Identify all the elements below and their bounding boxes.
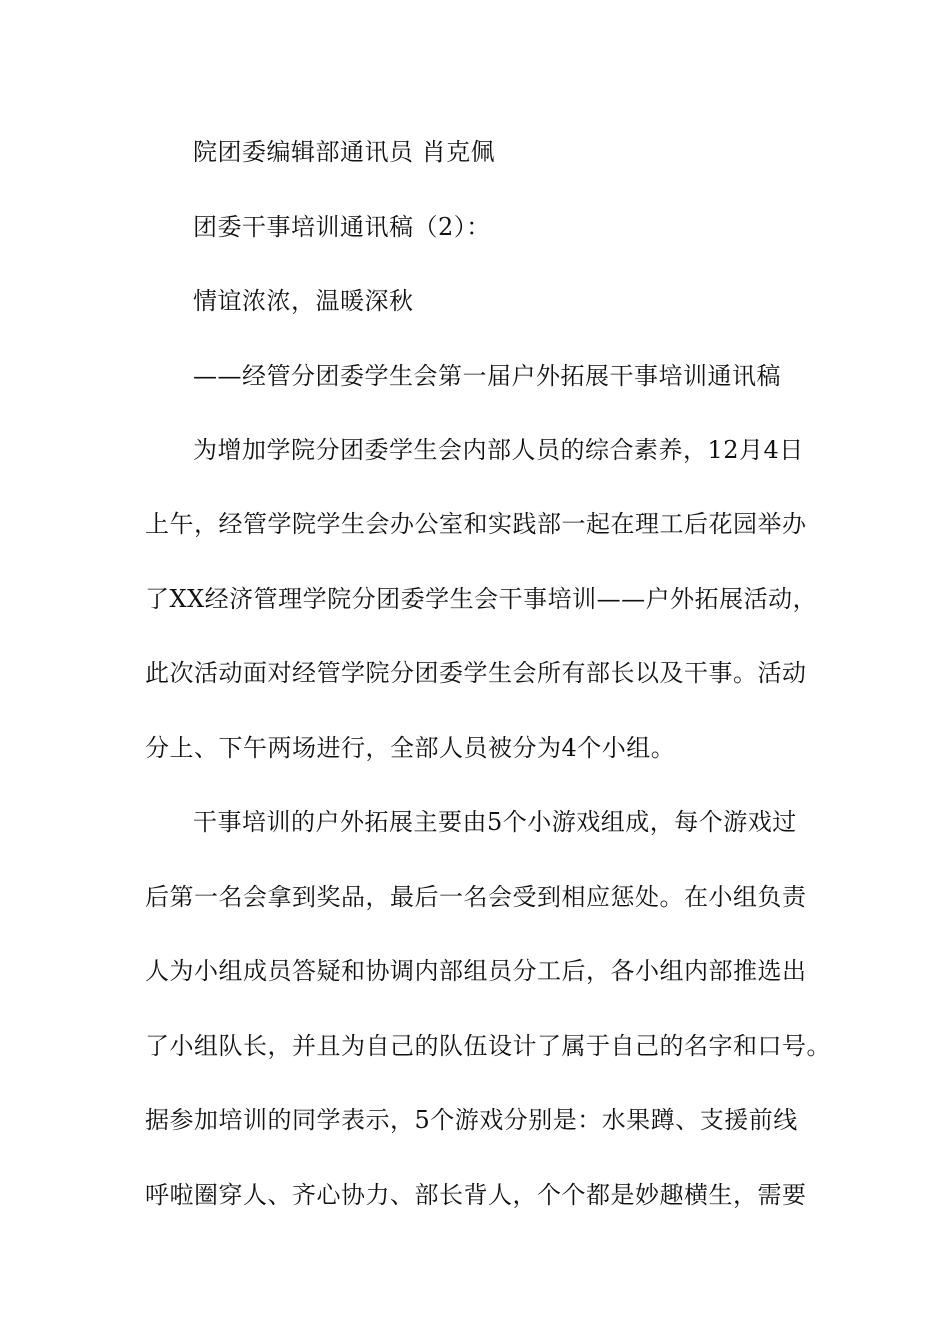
body-line: 据参加培训的同学表示，5个游戏分别是：水果蹲、支援前线 — [145, 1106, 798, 1134]
body-line: 干事培训的户外拓展主要由5个小游戏组成，每个游戏过 — [193, 808, 797, 836]
author-line: 院团委编辑部通讯员 肖克佩 — [193, 138, 496, 166]
body-line: 上午，经管学院学生会办公室和实践部一起在理工后花园举办 — [145, 510, 807, 538]
body-line: 了XX经济管理学院分团委学生会干事培训——户外拓展活动， — [145, 585, 818, 613]
body-line: 呼啦圈穿人、齐心协力、部长背人，个个都是妙趣横生，需要 — [145, 1181, 807, 1209]
body-line: 后第一名会拿到奖品，最后一名会受到相应惩处。在小组负责 — [145, 883, 807, 911]
body-line: 了小组队长，并且为自己的队伍设计了属于自己的名字和口号。 — [145, 1032, 831, 1060]
body-line: 为增加学院分团委学生会内部人员的综合素养，12月4日 — [193, 436, 804, 464]
body-line: 人为小组成员答疑和协调内部组员分工后，各小组内部推选出 — [145, 957, 807, 985]
article-title: 情谊浓浓，温暖深秋 — [193, 287, 414, 315]
article-subtitle: ——经管分团委学生会第一届户外拓展干事培训通讯稿 — [193, 362, 781, 390]
body-line: 此次活动面对经管学院分团委学生会所有部长以及干事。活动 — [145, 659, 807, 687]
body-line: 分上、下午两场进行，全部人员被分为4个小组。 — [145, 734, 676, 762]
article-label: 团委干事培训通讯稿（2）： — [193, 213, 491, 241]
